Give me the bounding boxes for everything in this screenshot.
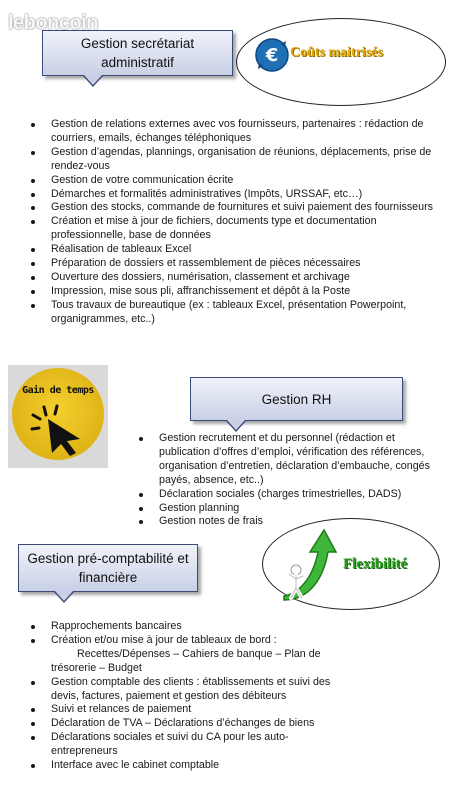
leboncoin-watermark: leboncoin	[8, 12, 98, 34]
list-item: Gestion notes de frais	[139, 515, 444, 529]
list-item: Ouverture des dossiers, numérisation, classement et archivage	[31, 271, 446, 285]
green-arrow-icon	[276, 526, 338, 602]
list-item-subtext-continued: trésorerie – Budget	[51, 661, 142, 674]
section-title-rh: Gestion RH	[261, 391, 332, 407]
section-title-compta: Gestion pré-comptabilité et financière	[27, 551, 189, 585]
list-item: Gestion de relations externes avec vos fournisseurs, partenaires : rédaction de courriers, emails, échanges téléphoniques	[31, 118, 446, 146]
list-item	[31, 634, 341, 676]
svg-text:€: €	[265, 45, 279, 66]
callout-rh	[190, 377, 403, 421]
euro-icon	[255, 38, 289, 72]
list-item: Impression, mise sous pli, affranchissement et dépôt à la Poste	[31, 285, 446, 299]
badge-couts-label: Coûts maitrisés	[290, 45, 383, 60]
list-compta	[31, 620, 341, 773]
list-item: Déclaration sociales (charges trimestrielles, DADS)	[139, 488, 444, 502]
badge-gain-label: Gain de temps	[22, 385, 94, 396]
section-title-secretariat: Gestion secrétariat administratif	[80, 36, 195, 70]
callout-compta	[18, 544, 198, 592]
list-item: Préparation de dossiers et rassemblement de pièces nécessaires	[31, 257, 446, 271]
list-item: Gestion comptable des clients : établissements et suivi des devis, factures, paiement et gestion des débiteurs	[31, 676, 341, 704]
list-item: Suivi et relances de paiement	[31, 703, 341, 717]
list-item: Réalisation de tableaux Excel	[31, 243, 446, 257]
list-rh	[139, 432, 444, 529]
list-item: Création et mise à jour de fichiers, documents type et documentation professionnelle, base de données	[31, 215, 446, 243]
list-item: Rapprochements bancaires	[31, 620, 341, 634]
list-item: Déclarations sociales et suivi du CA pour les auto-entrepreneurs	[31, 731, 341, 759]
list-item-subtext: Recettes/Dépenses – Cahiers de banque – Plan de	[77, 647, 321, 660]
list-item: Démarches et formalités administratives (Impôts, URSSAF, etc…)	[31, 188, 446, 202]
list-item: Déclaration de TVA – Déclarations d’échanges de biens	[31, 717, 341, 731]
cursor-click-icon	[30, 401, 94, 457]
list-item: Gestion de votre communication écrite	[31, 174, 446, 188]
list-item: Gestion des stocks, commande de fournitures et suivi paiement des fournisseurs	[31, 201, 446, 215]
list-item: Interface avec le cabinet comptable	[31, 759, 341, 773]
callout-secretariat	[42, 30, 233, 76]
list-item: Gestion recrutement et du personnel (rédaction et publication d’offres d’emploi, vérification des références, organisation d’entretien, déclaration d’embauche, congés payés, absence, etc..)	[139, 432, 444, 488]
badge-flex-label: Flexibilité	[343, 556, 408, 572]
list-item: Tous travaux de bureautique (ex : tableaux Excel, présentation Powerpoint, organigrammes, etc..)	[31, 299, 446, 327]
badge-gain-card	[8, 365, 108, 468]
list-item-text: Création et/ou mise à jour de tableaux de bord :	[51, 633, 277, 646]
list-item: Gestion d’agendas, plannings, organisation de réunions, déplacements, prise de rendez-vous	[31, 146, 446, 174]
list-item: Gestion planning	[139, 502, 444, 516]
list-secretariat	[31, 118, 446, 327]
